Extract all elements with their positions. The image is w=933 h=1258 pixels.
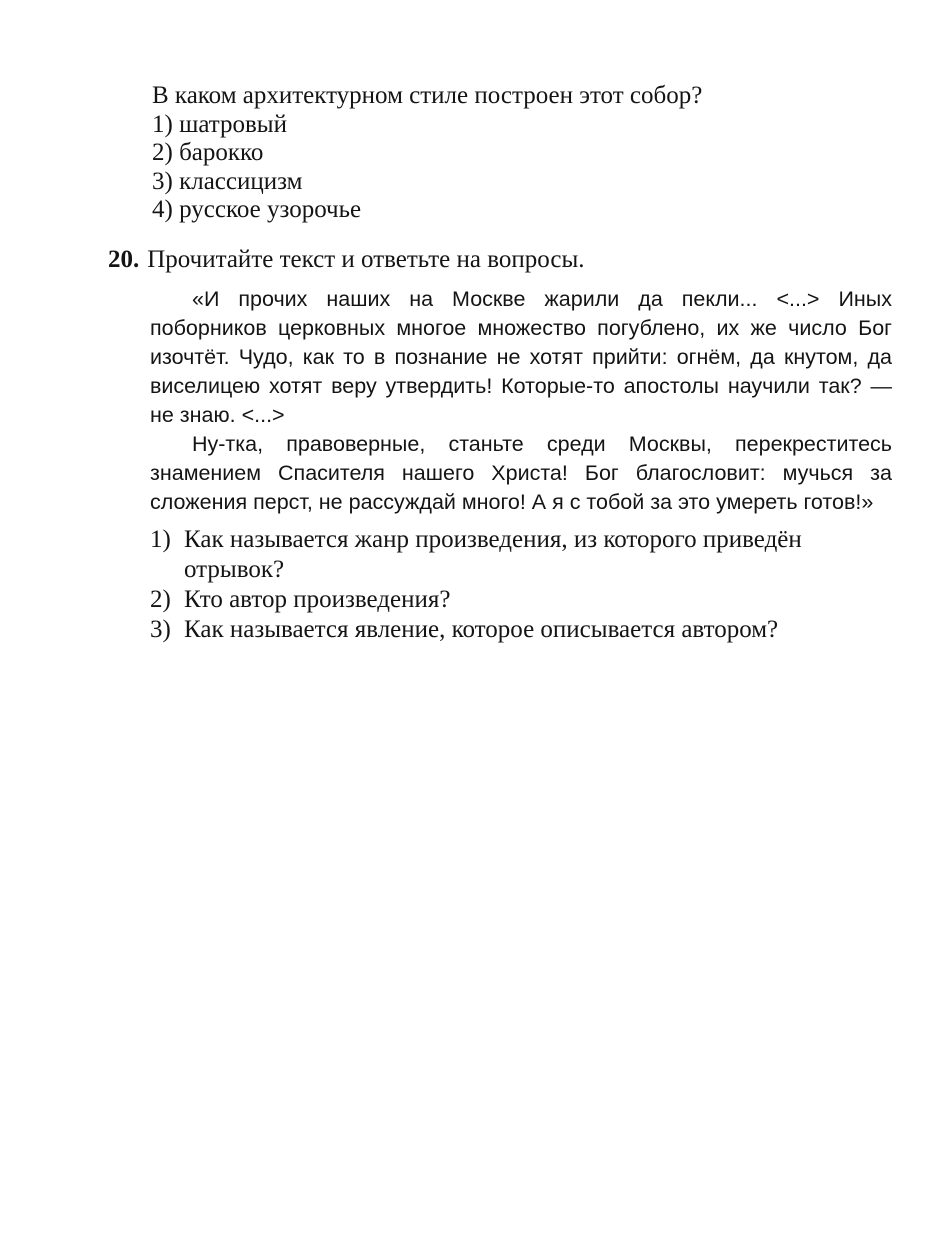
question-19-text: В каком архитектурном стиле построен этот собор?: [152, 82, 703, 109]
quote-paragraph-1: «И прочих наших на Москве жарили да пекли... <...> Иных поборников церковных многое множество погублено, их же число Бог изочтёт. Чудо, как то в познание не хотят прийти: огнём, да кнутом, да виселицею хотят веру утвердить! Которые-то апостолы научили так? — не знаю. <...>: [150, 287, 892, 427]
question-20-subquestions: [150, 525, 895, 645]
question-20-instruction: Прочитайте текст и ответьте на вопросы.: [147, 246, 585, 273]
question-20-number: 20.: [108, 246, 140, 273]
question-19-block: [152, 82, 702, 225]
option-4: 4) русское узорочье: [152, 196, 362, 223]
subquestion-2-text: Кто автор произведения?: [184, 586, 451, 613]
option-1: 1) шатровый: [152, 110, 287, 138]
subquestion-1-text: Как называется жанр произведения, из которого приведён отрывок?: [184, 526, 802, 583]
subquestion-1: [150, 525, 895, 585]
subquestion-3-number: 3): [150, 616, 171, 643]
subquestion-2-number: 2): [150, 586, 171, 613]
subquestion-1-number: 1): [150, 526, 171, 553]
option-2: 2) барокко: [152, 139, 264, 166]
subquestion-3: [150, 615, 895, 645]
quote-paragraph-2: Ну-тка, правоверные, станьте среди Москвы, перекреститесь знамением Спасителя нашего Христа! Бог благословит: мучься за сложения перст, не рассуждай много! А я с тобой за это умереть готов!»: [150, 432, 892, 514]
subquestion-3-text: Как называется явление, которое описывается автором?: [184, 616, 779, 643]
question-20-header: [108, 245, 585, 275]
option-3: 3) классицизм: [152, 167, 303, 195]
quote-block: [150, 285, 892, 517]
subquestion-2: [150, 585, 895, 615]
